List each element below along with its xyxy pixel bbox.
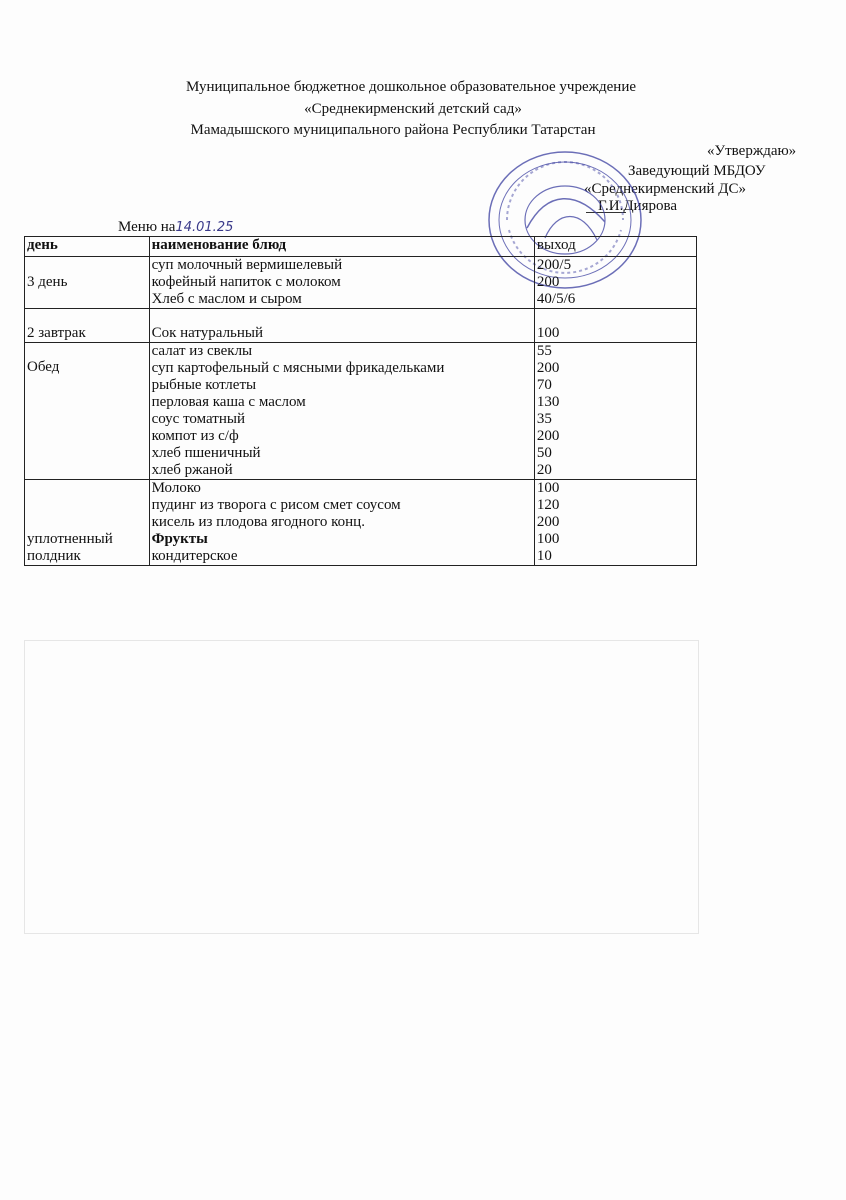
output-value: 100 [536,325,560,341]
output-value: 200/5 [536,257,572,273]
table-header-row [25,237,697,257]
table-row-second-breakfast [25,309,697,343]
dish-item: суп картофельный с мясными фрикадельками [151,360,445,376]
day-label: Обед [27,359,60,375]
dish-item: кофейный напиток с молоком [151,274,341,290]
day-cell [25,480,150,566]
menu-date-handwritten: 14.01.25 [175,220,234,235]
dish-item: рыбные котлеты [151,377,257,393]
dish-item: пудинг из творога с рисом смет соусом [151,497,401,513]
table-row-breakfast [25,257,697,309]
day-label-line2: полдник [27,548,81,564]
output-value: 200 [536,514,560,530]
table-row-lunch [25,343,697,480]
output-value: 55 [536,343,552,359]
dish-item: салат из свеклы [151,343,253,359]
output-value: 50 [536,445,552,461]
day-label: 2 завтрак [27,325,86,341]
bleed-through-area [24,640,699,934]
output-value: 200 [536,428,560,444]
dish-item: компот из с/ф [151,428,239,444]
output-cell [534,343,696,480]
dish-cell [149,343,534,480]
dish-item: перловая каша с маслом [151,394,306,410]
dish-cell [149,480,534,566]
output-cell [534,480,696,566]
institution-name-line2: «Среднекирменский детский сад» [304,101,522,117]
dish-cell [149,257,534,309]
approval-position: Заведующий МБДОУ [628,163,766,179]
output-value: 20 [536,462,552,478]
dish-item: Хлеб с маслом и сыром [151,291,302,307]
menu-label: Меню на [118,219,176,235]
output-value: 200 [536,360,560,376]
dish-item: Фрукты [151,531,208,547]
header-day: день [25,237,150,257]
output-cell [534,257,696,309]
output-value: 130 [536,394,560,410]
approval-organization: «Среднекирменский ДС» [584,181,747,197]
dish-item: хлеб ржаной [151,462,233,478]
day-cell [25,257,150,309]
dish-item: соус томатный [151,411,245,427]
dish-cell [149,309,534,343]
approval-title: «Утверждаю» [707,143,797,159]
dish-item: кисель из плодова ягодного конц. [151,514,365,530]
institution-name-line3: Мамадышского муниципального района Республики Татарстан [190,122,596,138]
output-value: 40/5/6 [536,291,576,307]
output-value: 70 [536,377,552,393]
output-value: 100 [536,531,560,547]
menu-table [24,236,697,566]
institution-name-line1: Муниципальное бюджетное дошкольное образовательное учреждение [186,79,636,95]
dish-item: кондитерское [151,548,238,564]
menu-date-caption [118,219,233,236]
header-dish: наименование блюд [149,237,534,257]
output-value: 35 [536,411,552,427]
dish-item: Молоко [151,480,201,496]
dish-item: Сок натуральный [151,325,264,341]
output-value: 200 [536,274,560,290]
output-value: 10 [536,548,552,564]
dish-item: суп молочный вермишелевый [151,257,343,273]
day-label: 3 день [27,274,68,290]
day-cell [25,343,150,480]
day-label-line1: уплотненный [27,531,113,547]
day-cell [25,309,150,343]
output-value: 100 [536,480,560,496]
output-value: 120 [536,497,560,513]
dish-item: хлеб пшеничный [151,445,261,461]
output-cell [534,309,696,343]
approval-signatory: Г.И.Диярова [598,198,678,214]
header-output: выход [534,237,696,257]
table-row-afternoon-snack [25,480,697,566]
